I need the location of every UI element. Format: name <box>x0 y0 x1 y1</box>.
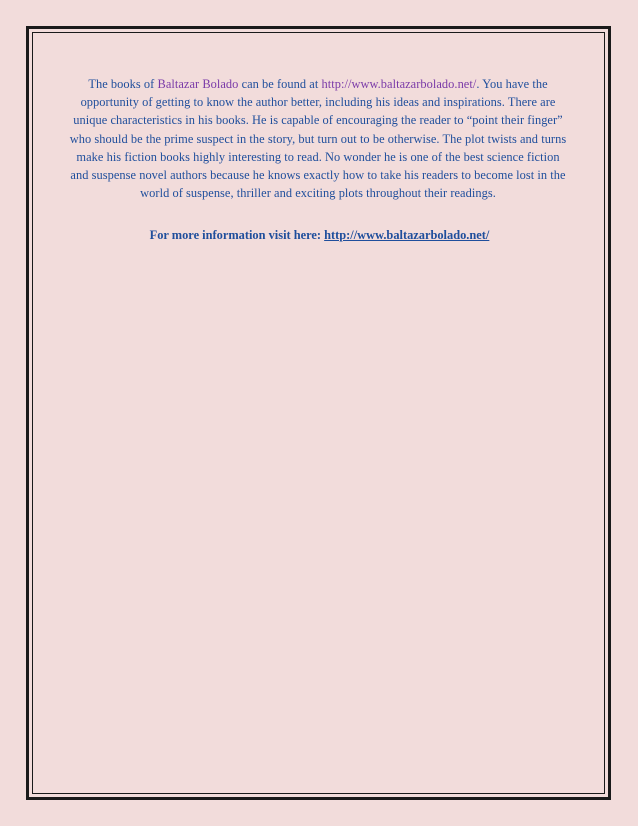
paragraph-lead: The books of <box>88 77 158 91</box>
more-info-label: For more information visit here: <box>149 228 325 242</box>
paragraph-rest: . You have the opportunity of getting to know the author better, including his ideas and inspirations. There are unique characteristics in his books. He is capable of encouraging the reader to “point their finger” who should be the prime suspect in the story, but turn out to be otherwise. The plot twists and turns make his fiction books highly interesting to read. No wonder he is one of the best science fiction and suspense novel authors because he knows exactly how to take his readers to become lost in the world of suspense, thriller and exciting plots throughout their readings. <box>69 77 567 201</box>
more-info-line <box>34 228 605 243</box>
paragraph-mid: can be found at <box>238 77 322 91</box>
author-name: Baltazar Bolado <box>157 77 239 91</box>
body-paragraph <box>68 75 568 202</box>
more-info-link[interactable]: http://www.baltazarbolado.net/ <box>324 228 490 242</box>
paragraph-url-link[interactable]: http://www.baltazarbolado.net/ <box>321 77 477 91</box>
